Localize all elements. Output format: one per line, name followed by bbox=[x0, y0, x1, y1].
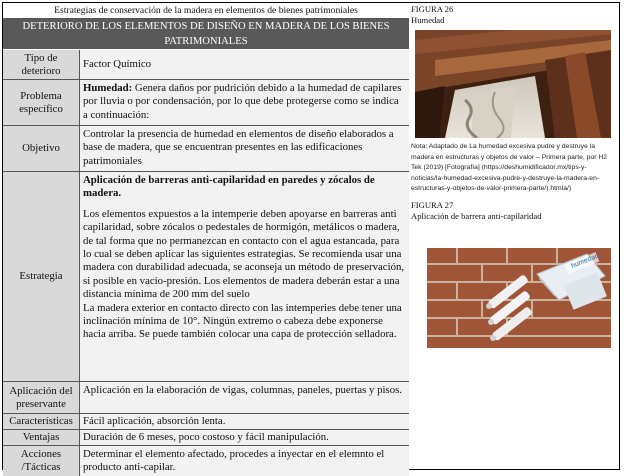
row-value bbox=[80, 172, 409, 381]
figure-27-product-label: humedad bbox=[570, 252, 601, 270]
figure-26-number: FIGURA 26 bbox=[411, 4, 454, 14]
table-row-tipo bbox=[3, 50, 409, 80]
row-value-text: Determinar el elemento afectado, procedes a inyectar en el elemnto el producto anti-capilar. bbox=[83, 448, 385, 474]
row-value-text: Factor Químico bbox=[83, 57, 152, 70]
table-row-problema bbox=[3, 80, 409, 126]
table-row-aplicacion bbox=[3, 382, 409, 414]
table-header-line2: PATRIMONIALES bbox=[164, 35, 248, 47]
figure-26-title: Humedad bbox=[411, 15, 445, 25]
figure-26-photo-humedad bbox=[415, 30, 611, 138]
row-value bbox=[80, 80, 409, 125]
row-label: Objetivo bbox=[3, 126, 80, 171]
table-row-estrategia bbox=[3, 172, 409, 382]
table-row-ventajas bbox=[3, 430, 409, 446]
row-value-text: Duración de 6 meses, poco costoso y fácil manipulación. bbox=[83, 431, 329, 443]
strategy-table bbox=[3, 3, 409, 474]
row-value bbox=[80, 430, 409, 445]
row-value bbox=[80, 414, 409, 429]
table-top-title: Estrategias de conservación de la madera en elementos de bienes patrimoniales bbox=[3, 3, 409, 19]
row-value bbox=[80, 382, 409, 413]
row-value bbox=[80, 50, 409, 79]
row-label: Acciones /Tácticas bbox=[3, 446, 80, 476]
row-label: Problema específico bbox=[3, 80, 80, 125]
row-value-text: Aplicación en la elaboración de vigas, columnas, paneles, puertas y pisos. bbox=[83, 384, 403, 396]
row-label: Tipo de deterioro bbox=[3, 50, 80, 79]
row-label: Ventajas bbox=[3, 430, 80, 445]
table-row-caracteristicas bbox=[3, 414, 409, 430]
table-header bbox=[3, 19, 409, 49]
row-value-text: Controlar la presencia de humedad en elementos de diseño elaborados a base de madera, que se encuentran presentes en las edificaciones patrimoniales bbox=[83, 128, 394, 167]
table-row-acciones bbox=[3, 446, 409, 476]
figure-27-photo-barrera bbox=[427, 248, 611, 348]
figure-27-title: Aplicación de barrera anti-capilaridad bbox=[411, 211, 542, 221]
row-label: Estrategia bbox=[3, 172, 80, 381]
row-label: Características bbox=[3, 414, 80, 429]
row-value-bold: Aplicación de barreras anti-capilaridad en paredes y zócalos de madera. bbox=[83, 174, 375, 200]
figure-26-note: Nota: Adaptado de La humedad excesiva pudre y destruye la madera en estructuras y objetos de valor – Primera parte, por H2 Tek (2019) [Fotografía] (https://deshumidificador.mx/tips-y-noticias/la-humedad-excesiva-pudre-y-destruye-la-madera-en-estructuras-y-objetos-de-valor-primera-parte/).htmla/) bbox=[411, 143, 608, 193]
figure-27-number: FIGURA 27 bbox=[411, 200, 454, 210]
row-label: Aplicación del preservante bbox=[3, 382, 80, 413]
table-row-objetivo bbox=[3, 126, 409, 172]
table-header-line1: DETERIORO DE LOS ELEMENTOS DE DISEÑO EN MADERA DE LOS BIENES bbox=[22, 21, 390, 32]
row-value-bold: Humedad: bbox=[83, 82, 133, 94]
row-value bbox=[80, 446, 409, 476]
row-value-text: Fácil aplicación, absorción lenta. bbox=[83, 415, 226, 427]
row-value-text: Genera daños por pudrición debido a la humedad de capilares por lluvia o por condensación, por lo que debe protegerse como se indica a continuación: bbox=[83, 82, 402, 121]
row-value bbox=[80, 126, 409, 171]
row-value-paragraph-1: Los elementos expuestos a la intemperie deben apoyarse en barreras anti capilaridad, sobre zócalos o pedestales de hormigón, metálicos o madera, de tal forma que no permanezcan en contacto con el agua estancada, para lo cual se deben aplicar las siguientes estrategias. Se recomienda usar una madera con durabilidad adecuada, se aconseja un método de preservación, si posible en vacío-presión. Los elementos de madera deberán estar a una distancia mínima de 200 mm del suelo bbox=[83, 207, 405, 301]
row-value-paragraph-2: La madera exterior en contacto directo con las intemperies debe tener una inclinación mínima de 10°. Ningún extremo o cabeza debe exponerse hacia arriba. Se puede también colocar una capa de protección selladora. bbox=[83, 301, 402, 341]
